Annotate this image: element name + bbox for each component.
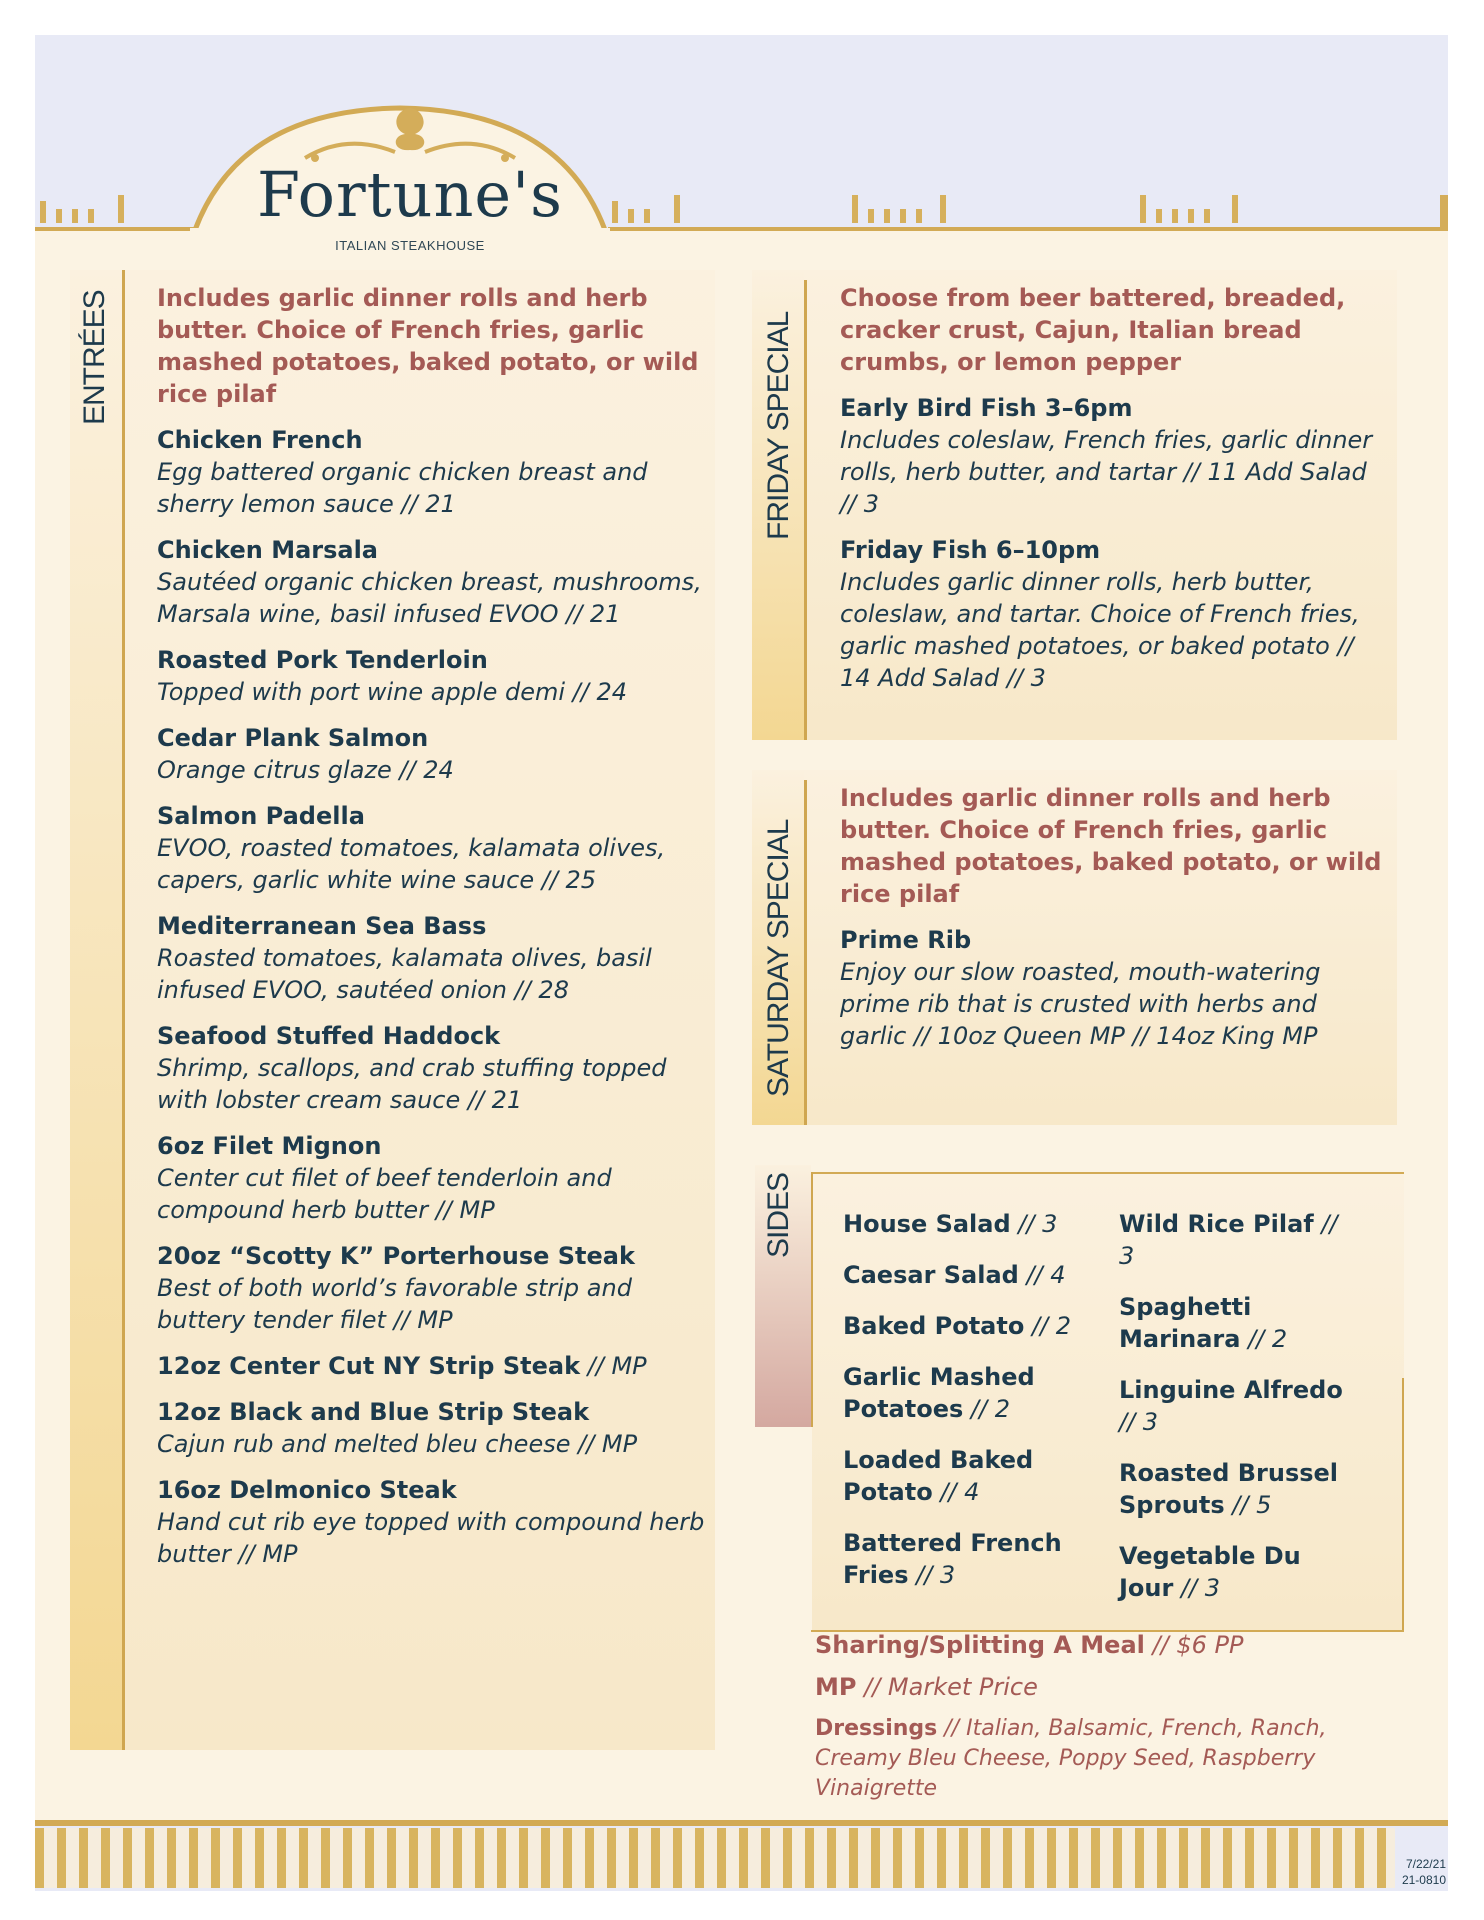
entree-description: Roasted tomatoes, kalamata olives, basil infused EVOO, sautéed onion // 28 [157,944,652,1004]
side-price: // 4 [932,1478,980,1506]
sides-grid [843,1208,1359,1623]
friday-description: Includes garlic dinner rolls, herb butter, coleslaw, and tartar. Choice of French fries, garlic mashed potatoes, or baked potato // 14 Add Salad // 3 [840,568,1360,692]
friday-item [840,392,1385,520]
entree-item [157,910,712,1006]
brand-logo: Fortune's [257,158,563,231]
header-ornament-left [40,195,124,223]
entree-description: Topped with port wine apple demi // 24 [157,678,628,706]
header-ornament-3 [1140,195,1238,223]
entree-name: Salmon Padella [157,802,365,830]
side-item [843,1444,1083,1508]
entree-item [157,1240,712,1336]
header-end-bar [1440,195,1448,231]
sides-right-rule [1402,1378,1404,1632]
entrees-list-2 [157,1396,712,1570]
side-item [843,1208,1083,1240]
entrees-divider [122,270,125,1750]
entree-item [157,424,712,520]
print-date: 7/22/21 [1405,1857,1446,1871]
saturday-item [840,924,1385,1052]
side-name: Garlic Mashed Potatoes [843,1363,1035,1423]
footer-rule [35,1820,1448,1826]
friday-divider [804,280,807,740]
entrees-intro: Includes garlic dinner rolls and herb butter. Choice of French fries, garlic mashed potatoes, baked potato, or wild rice pilaf [157,284,699,408]
side-price: // 3 [1119,1210,1338,1270]
dressings-note [815,1714,1375,1804]
side-name: Linguine Alfredo [1119,1376,1343,1404]
sides-column-left [843,1208,1083,1623]
friday-name: Early Bird Fish 3–6pm [840,394,1133,422]
entree-description: Orange citrus glaze // 24 [157,756,454,784]
friday-description: Includes coleslaw, French fries, garlic dinner rolls, herb butter, and tartar // 11 Add Salad // 3 [840,426,1373,518]
entree-name: Cedar Plank Salmon [157,724,429,752]
header-rule-left [35,227,195,231]
header-rule-right [608,227,1448,231]
sharing-label: Sharing/Splitting A Meal [815,1631,1145,1659]
entree-description: EVOO, roasted tomatoes, kalamata olives, capers, garlic white wine sauce // 25 [157,834,666,894]
entree-item [157,1396,712,1460]
side-price: // 5 [1224,1491,1272,1519]
saturday-label: SATURDAY SPECIAL [762,819,795,1097]
side-price: // 3 [1173,1574,1221,1602]
saturday-description: Enjoy our slow roasted, mouth-watering prime rib that is crusted with herbs and garlic // 10oz Queen MP // 14oz King MP [840,958,1321,1050]
print-number: 21-0810 [1401,1873,1446,1887]
entree-description: Hand cut rib eye topped with compound herb butter // MP [157,1508,705,1568]
entrees-tab [70,270,122,1750]
side-item [843,1310,1083,1342]
side-name: Battered French Fries [843,1529,1062,1589]
friday-list [840,392,1385,694]
entree-name: Chicken Marsala [157,536,379,564]
side-name: Caesar Salad [843,1261,1019,1289]
entree-name: 16oz Delmonico Steak [157,1476,457,1504]
side-price: // 2 [1024,1312,1072,1340]
side-item [843,1361,1083,1425]
side-name: Wild Rice Pilaf [1119,1210,1314,1238]
side-item [843,1527,1083,1591]
entree-description: Cajun rub and melted bleu cheese // MP [157,1430,638,1458]
print-code [1402,1856,1446,1888]
side-name: Roasted Brussel Sprouts [1119,1459,1339,1519]
side-price: // 4 [1018,1261,1066,1289]
dressings-label: Dressings [815,1716,938,1741]
side-name: Loaded Baked Potato [843,1446,1034,1506]
side-name: House Salad [843,1210,1011,1238]
friday-name: Friday Fish 6–10pm [840,536,1101,564]
entree-name: Mediterranean Sea Bass [157,912,487,940]
sides-label: SIDES [762,1172,795,1258]
entree-description: Best of both world’s favorable strip and buttery tender filet // MP [157,1274,632,1334]
saturday-name: Prime Rib [840,926,972,954]
entree-item [157,1130,712,1226]
mp-value: // Market Price [856,1673,1038,1701]
saturday-list [840,924,1385,1052]
entree-description: Egg battered organic chicken breast and sherry lemon sauce // 21 [157,458,648,518]
entree-name: 12oz Center Cut NY Strip Steak [157,1352,581,1380]
side-price: // 2 [1240,1325,1288,1353]
side-item [1119,1374,1359,1438]
entree-item [157,800,712,896]
entree-item [157,1350,712,1382]
entree-name: 20oz “Scotty K” Porterhouse Steak [157,1242,635,1270]
sharing-value: // $6 PP [1144,1631,1244,1659]
side-name: Baked Potato [843,1312,1025,1340]
saturday-divider [804,780,807,1125]
side-item [1119,1457,1359,1521]
side-name: Spaghetti Marinara [1119,1293,1252,1353]
entree-name: Roasted Pork Tenderloin [157,646,488,674]
dressings-value: // Italian, Balsamic, French, Ranch, Creamy Bleu Cheese, Poppy Seed, Raspberry Vinaigrette [815,1716,1327,1801]
entree-description: Sautéed organic chicken breast, mushrooms, Marsala wine, basil infused EVOO // 21 [157,568,702,628]
entree-name: Chicken French [157,426,363,454]
entree-description: Center cut filet of beef tenderloin and compound herb butter // MP [157,1164,612,1224]
side-item [1119,1540,1359,1604]
entrees-list [157,424,712,1336]
entree-item [157,1020,712,1116]
sides-top-rule [811,1172,1404,1174]
sides-column-right [1119,1208,1359,1623]
entree-item [157,722,712,786]
entree-item [157,644,712,708]
entree-name: Seafood Stuffed Haddock [157,1022,501,1050]
mp-label: MP [815,1673,857,1701]
entree-item [157,534,712,630]
side-item [843,1259,1083,1291]
side-price: // 3 [908,1561,956,1589]
friday-item [840,534,1385,694]
entrees-label: ENTRÉES [78,290,111,425]
header-ornament-2 [852,195,946,223]
menu-notes [815,1630,1375,1816]
side-item [1119,1208,1359,1272]
sharing-note [815,1630,1375,1660]
side-price: // 2 [963,1395,1010,1423]
entree-description: Shrimp, scallops, and crab stuffing topped with lobster cream sauce // 21 [157,1054,667,1114]
mp-note [815,1672,1375,1702]
header-ornament-1 [612,195,680,223]
friday-intro: Choose from beer battered, breaded, cracker crust, Cajun, Italian bread crumbs, or lemon pepper [840,284,1346,376]
friday-column [840,282,1385,694]
footer-stripes [35,1828,1395,1888]
entree-name: 6oz Filet Mignon [157,1132,382,1160]
side-price: // 3 [1010,1210,1058,1238]
brand-subtitle: ITALIAN STEAKHOUSE [335,238,485,253]
side-item [1119,1291,1359,1355]
entree-item [157,1474,712,1570]
side-price: // 3 [1119,1408,1159,1436]
saturday-intro: Includes garlic dinner rolls and herb butter. Choice of French fries, garlic mashed potatoes, baked potato, or wild rice pilaf [840,784,1382,908]
side-name: Vegetable Du Jour [1119,1542,1301,1602]
saturday-column [840,782,1385,1052]
entree-price: // MP [580,1352,647,1380]
friday-label: FRIDAY SPECIAL [762,311,795,540]
entrees-column [157,282,712,1570]
sides-divider [811,1172,813,1427]
entree-name: 12oz Black and Blue Strip Steak [157,1398,590,1426]
